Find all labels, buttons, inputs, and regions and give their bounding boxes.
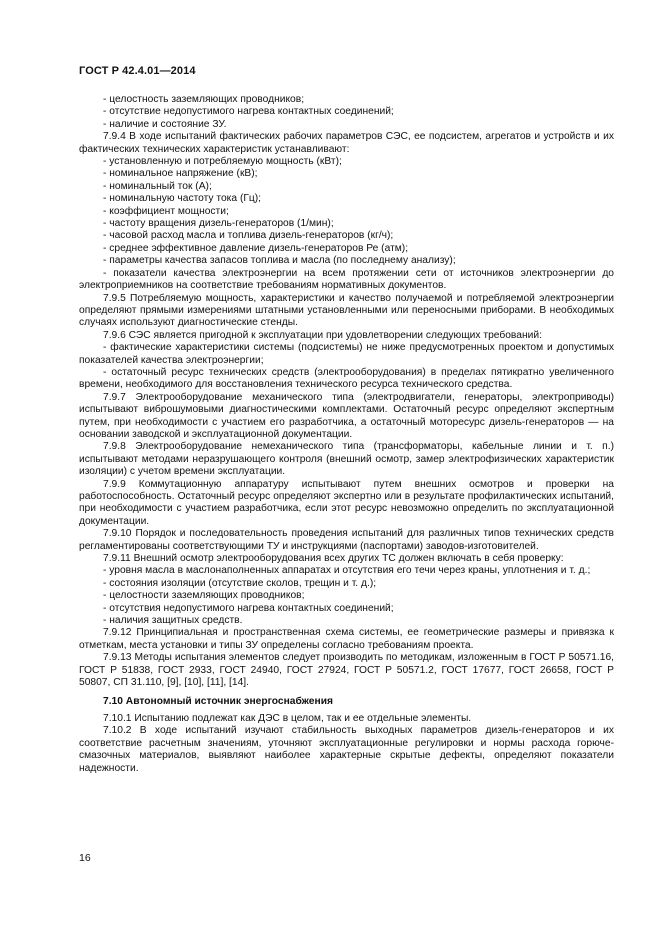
clause-7-10-1: 7.10.1 Испытанию подлежат как ДЭС в целом, так и ее отдельные элементы. (103, 712, 472, 724)
list-item: - фактические характеристики системы (подсистемы) не ниже предусмотренных проектом и допустимых показателей качества электроэнергии; (79, 342, 614, 366)
clause-7-9-9: 7.9.9 Коммутационную аппаратуру испытывают путем внешних осмотров и проверки на работоспособность. Остаточный ресурс определяют экспертно или в результате профилактических испытаний, при необходимости с участием разработчика, если этот ресурс невозможно определить по эксплуатационной документации. (79, 478, 614, 527)
section-heading: 7.10 Автономный источник энергоснабжения (103, 695, 333, 707)
list-item: - часовой расход масла и топлива дизель-генераторов (кг/ч); (103, 230, 394, 242)
clause-7-9-12: 7.9.12 Принципиальная и пространственная схема системы, ее геометрические размеры и привязка к отметкам, места установки и типы ЗУ определены согласно требованиям проекта. (79, 627, 614, 651)
list-item: - частоту вращения дизель-генераторов (1/мин); (103, 218, 334, 230)
clause-7-9-5: 7.9.5 Потребляемую мощность, характеристики и качество получаемой и потребляемой электроэнергии определяют прямыми измерениями штатными установленными или переносными приборами. В необходимых случаях используют диагностические стенды. (79, 292, 614, 329)
clause-7-9-13: 7.9.13 Методы испытания элементов следует производить по методикам, изложенным в ГОСТ Р 50571.16, ГОСТ Р 51838, ГОСТ 2933, ГОСТ 24940, ГОСТ 27924, ГОСТ Р 50571.2, ГОСТ 17677, ГОСТ 26658, ГОСТ Р 50807, СП 31.110, [9], [10], [11], [14]. (79, 652, 614, 689)
list-item: - отсутствие недопустимого нагрева контактных соединений; (103, 106, 394, 118)
clause-7-9-7: 7.9.7 Электрооборудование механического типа (электродвигатели, генераторы, электроприводы) испытывают виброшумовыми диагностическими комплектами. Остаточный ресурс определяют экспертным путем, при необходимости с участием его разработчика, а остаточный моторесурс дизель-генераторов — на основании заводской и эксплуатационной документации. (79, 391, 614, 440)
list-item: - наличие и состояние ЗУ. (103, 118, 227, 130)
list-item: - номинальную частоту тока (Гц); (103, 193, 262, 205)
list-item: - состояния изоляции (отсутствие сколов, трещин и т. д.); (103, 577, 377, 589)
document-header: ГОСТ Р 42.4.01—2014 (79, 65, 196, 77)
list-item: - установленную и потребляемую мощность (кВт); (103, 156, 342, 168)
list-item: - целостности заземляющих проводников; (103, 590, 305, 602)
list-item: - показатели качества электроэнергии на всем протяжении сети от источников электроэнергии до электроприемников на соответствие требованиям нормативных документов. (79, 267, 614, 292)
page-number: 16 (79, 852, 91, 864)
document-body (79, 94, 614, 775)
list-item: - уровня масла в маслонаполненных аппаратах и отсутствия его течи через краны, уплотнения и т. д.; (103, 565, 591, 577)
clause-7-9-11: 7.9.11 Внешний осмотр электрооборудования всех других ТС должен включать в себя проверку: (103, 553, 564, 565)
list-item: - отсутствия недопустимого нагрева контактных соединений; (103, 602, 394, 614)
list-item: - коэффициент мощности; (103, 205, 229, 217)
list-item: - наличия защитных средств. (103, 615, 243, 627)
list-item: - остаточный ресурс технических средств (электрооборудования) в пределах пятикратно увеличенного времени, необходимого для восстановления технического ресурса технического средства. (79, 366, 614, 391)
clause-7-10-2: 7.10.2 В ходе испытаний изучают стабильность выходных параметров дизель-генераторов и их соответствие расчетным значениям, уточняют эксплуатационные регулировки и нормы расхода горюче-смазочных материалов, выявляют наиболее характерные скрытые дефекты, определяют показатели надежности. (79, 725, 614, 774)
list-item: - номинальное напряжение (кВ); (103, 168, 258, 180)
list-item: - целостность заземляющих проводников; (103, 94, 305, 105)
clause-7-9-6: 7.9.6 СЭС является пригодной к эксплуатации при удовлетворении следующих требований: (103, 329, 542, 341)
list-item: - номинальный ток (А); (103, 180, 212, 192)
clause-7-9-10: 7.9.10 Порядок и последовательность проведения испытаний для различных типов технических средств регламентированы соответствующими ТУ и инструкциями (паспортами) заводов-изготовителей. (79, 528, 614, 552)
list-item: - параметры качества запасов топлива и масла (по последнему анализу); (103, 255, 456, 267)
list-item: - среднее эффективное давление дизель-генераторов Ре (атм); (103, 242, 409, 254)
clause-7-9-4: 7.9.4 В ходе испытаний фактических рабочих параметров СЭС, ее подсистем, агрегатов и устройств и их фактических технических характеристик устанавливают: (79, 131, 614, 155)
clause-7-9-8: 7.9.8 Электрооборудование немеханического типа (трансформаторы, кабельные линии и т. п.) испытывают методами неразрушающего контроля (внешний осмотр, замер электрофизических характеристик изоляции) с учетом времени эксплуатации. (79, 441, 614, 478)
